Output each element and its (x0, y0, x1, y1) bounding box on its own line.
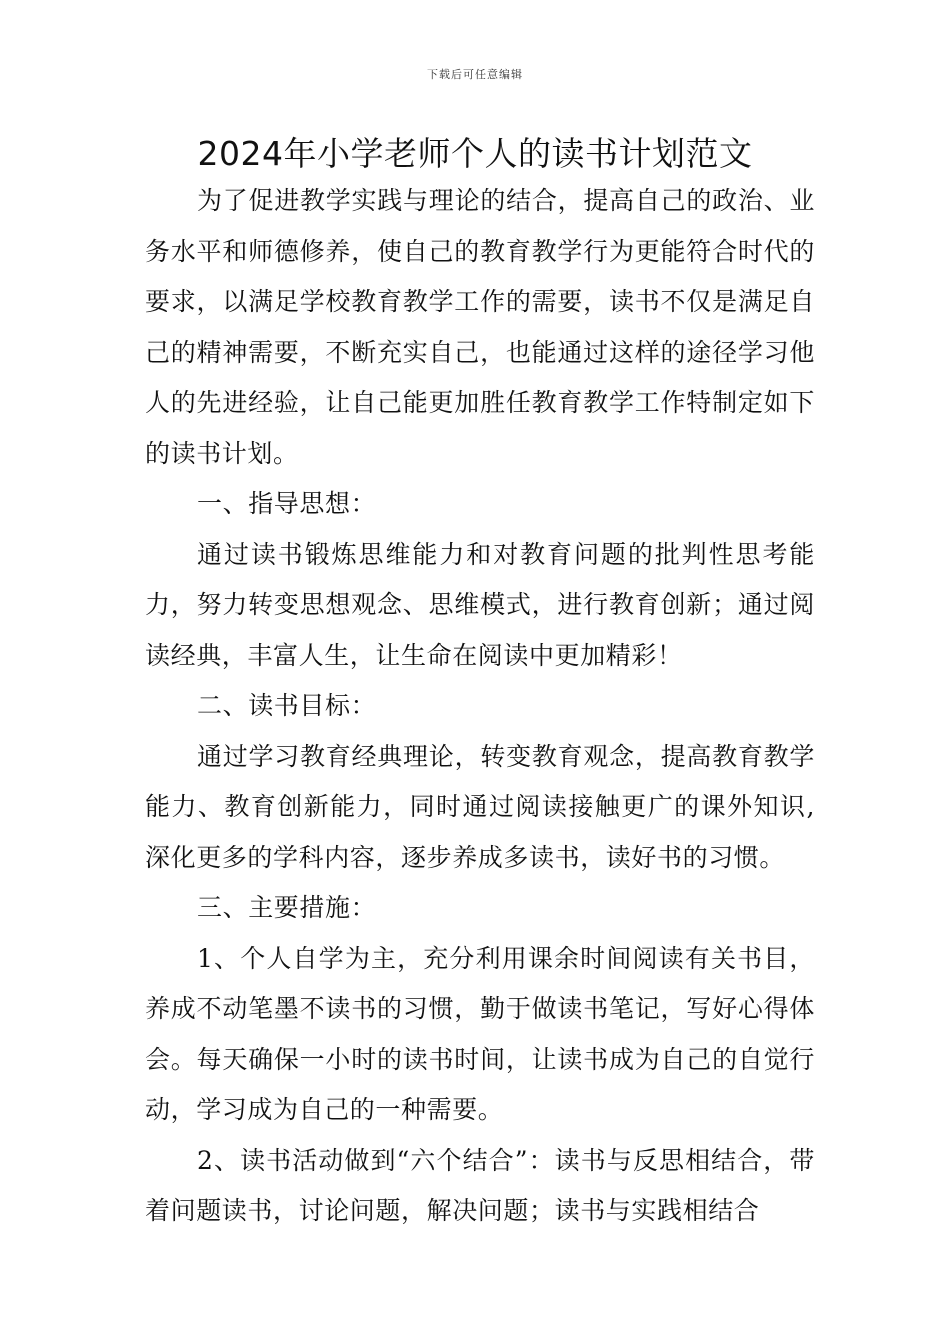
section-heading-main-measures: 三、主要措施： (197, 893, 377, 922)
paragraph-measure-1: 1、个人自学为主，充分利用课余时间阅读有关书目，养成不动笔墨不读书的习惯，勤于做读书笔记，写好心得体会。每天确保一小时的读书时间，让读书成为自己的自觉行动，学习成为自己的一种需要。 (145, 943, 815, 1124)
section-heading-reading-goals: 二、读书目标： (197, 691, 377, 720)
header-note: 下载后可任意编辑 (427, 68, 523, 81)
paragraph-guiding-ideology: 通过读书锻炼思维能力和对教育问题的批判性思考能力，努力转变思想观念、思维模式，进行教育创新；通过阅读经典，丰富人生，让生命在阅读中更加精彩！ (145, 539, 815, 670)
document-title: 2024年小学老师个人的读书计划范文 (197, 134, 753, 173)
section-heading-guiding-ideology: 一、指导思想： (197, 489, 377, 518)
document-body (145, 176, 815, 1237)
paragraph-measure-2: 2、读书活动做到“六个结合”：读书与反思相结合，带着问题读书，讨论问题，解决问题；读书与实践相结合 (145, 1145, 815, 1225)
paragraph-intro: 为了促进教学实践与理论的结合，提高自己的政治、业务水平和师德修养，使自己的教育教学行为更能符合时代的要求，以满足学校教育教学工作的需要，读书不仅是满足自己的精神需要，不断充实自己，也能通过这样的途径学习他人的先进经验，让自己能更加胜任教育教学工作特制定如下的读书计划。 (145, 186, 815, 468)
paragraph-reading-goals: 通过学习教育经典理论，转变教育观念，提高教育教学能力、教育创新能力，同时通过阅读接触更广的课外知识,深化更多的学科内容，逐步养成多读书，读好书的习惯。 (145, 741, 815, 872)
